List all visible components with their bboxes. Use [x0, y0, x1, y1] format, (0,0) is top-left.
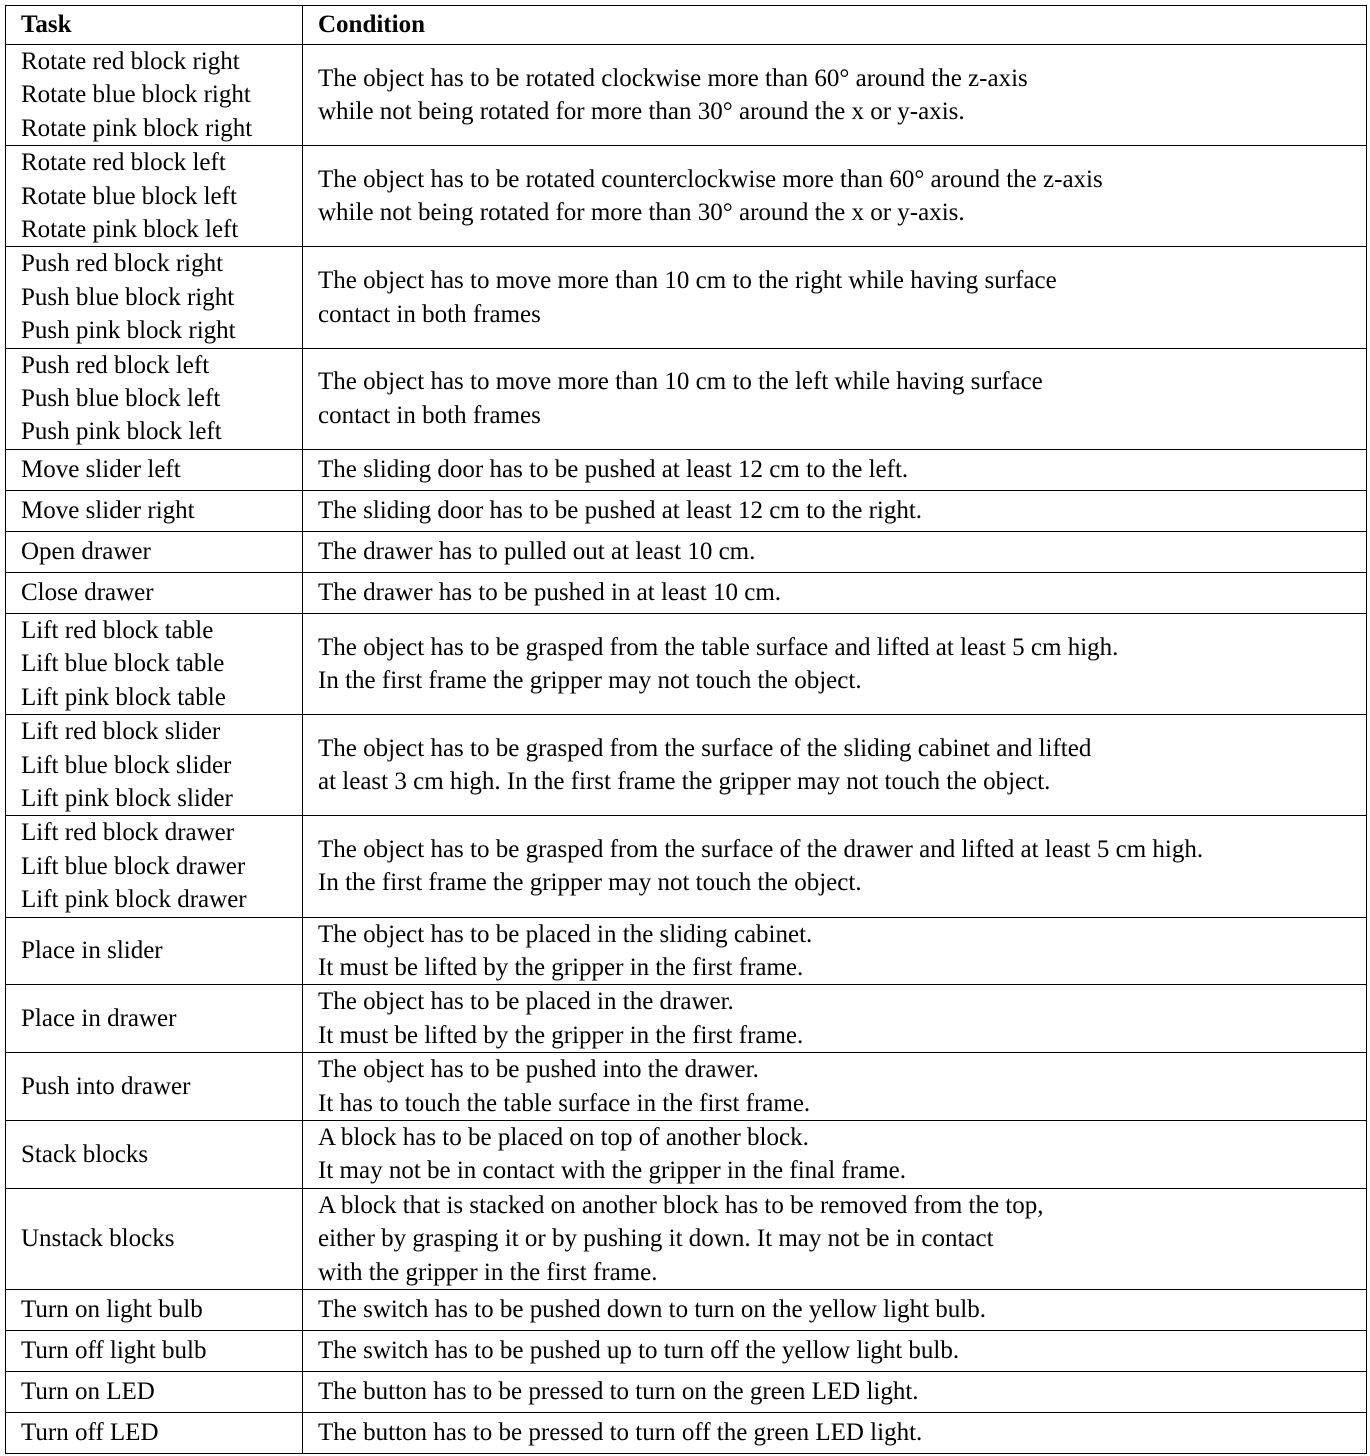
condition-cell — [303, 146, 1367, 247]
condition-cell — [303, 985, 1367, 1053]
task-line: Move slider left — [21, 456, 181, 484]
task-cell — [6, 1053, 303, 1121]
task-line: Turn off light bulb — [21, 1337, 207, 1365]
condition-line: The object has to move more than 10 cm to the right while having surface — [318, 267, 1057, 295]
table-row — [6, 490, 1367, 531]
task-line: Stack blocks — [21, 1140, 149, 1168]
header-condition: Condition — [303, 6, 1367, 45]
task-line: Rotate red block left — [21, 149, 226, 177]
condition-cell — [303, 613, 1367, 714]
task-line: Push blue block left — [21, 385, 221, 413]
task-line: Push into drawer — [21, 1072, 191, 1100]
condition-line: The object has to be pushed into the drawer. — [318, 1056, 759, 1084]
table-row — [6, 45, 1367, 146]
condition-line: The object has to be grasped from the surface of the drawer and lifted at least 5 cm high. — [318, 836, 1204, 864]
condition-line: either by grasping it or by pushing it down. It may not be in contact — [318, 1225, 994, 1253]
task-line: Turn on light bulb — [21, 1296, 203, 1324]
header-task: Task — [6, 6, 303, 45]
task-line: Push red block right — [21, 250, 224, 278]
condition-line: while not being rotated for more than 30° around the x or y-axis. — [318, 199, 965, 227]
task-line: Place in drawer — [21, 1005, 177, 1033]
task-cell — [6, 146, 303, 247]
condition-line: It must be lifted by the gripper in the first frame. — [318, 1021, 804, 1049]
task-cell — [6, 1331, 303, 1372]
table-row — [6, 816, 1367, 917]
task-cell — [6, 449, 303, 490]
task-cell — [6, 45, 303, 146]
condition-line: In the first frame the gripper may not touch the object. — [318, 869, 862, 897]
condition-line: contact in both frames — [318, 401, 541, 429]
task-line: Lift red block drawer — [21, 819, 235, 847]
condition-line: It must be lifted by the gripper in the first frame. — [318, 953, 804, 981]
condition-cell — [303, 1120, 1367, 1188]
task-line: Lift pink block slider — [21, 784, 233, 812]
table-row — [6, 348, 1367, 449]
condition-line: A block that is stacked on another block has to be removed from the top, — [318, 1191, 1044, 1219]
task-cell — [6, 490, 303, 531]
condition-cell — [303, 1188, 1367, 1289]
task-line: Rotate pink block left — [21, 216, 239, 244]
task-line: Lift blue block table — [21, 650, 225, 678]
task-line: Rotate pink block right — [21, 114, 253, 142]
table-row — [6, 449, 1367, 490]
table-row — [6, 247, 1367, 348]
task-cell — [6, 985, 303, 1053]
condition-line: with the gripper in the first frame. — [318, 1258, 658, 1286]
condition-line: The object has to be rotated clockwise more than 60° around the z-axis — [318, 64, 1028, 92]
condition-cell — [303, 247, 1367, 348]
condition-line: It has to touch the table surface in the first frame. — [318, 1089, 811, 1117]
task-line: Lift red block slider — [21, 718, 221, 746]
condition-cell — [303, 1372, 1367, 1413]
header-row — [6, 6, 1367, 45]
condition-cell — [303, 490, 1367, 531]
task-line: Close drawer — [21, 579, 154, 607]
task-cell — [6, 531, 303, 572]
condition-line: at least 3 cm high. In the first frame the gripper may not touch the object. — [318, 768, 1051, 796]
task-line: Push red block left — [21, 351, 210, 379]
table-row — [6, 146, 1367, 247]
table-row — [6, 1290, 1367, 1331]
condition-line: The drawer has to be pushed in at least 10 cm. — [318, 579, 782, 607]
table-row — [6, 1372, 1367, 1413]
condition-cell — [303, 1331, 1367, 1372]
condition-line: The switch has to be pushed down to turn on the yellow light bulb. — [318, 1296, 986, 1324]
condition-line: The object has to move more than 10 cm to the left while having surface — [318, 368, 1043, 396]
condition-cell — [303, 1290, 1367, 1331]
table-body — [6, 45, 1367, 1454]
condition-cell — [303, 348, 1367, 449]
condition-line: A block has to be placed on top of another block. — [318, 1123, 809, 1151]
condition-cell — [303, 45, 1367, 146]
task-line: Rotate red block right — [21, 48, 240, 75]
table-row — [6, 715, 1367, 816]
condition-line: The sliding door has to be pushed at least 12 cm to the right. — [318, 497, 923, 525]
condition-cell — [303, 449, 1367, 490]
task-cell — [6, 1372, 303, 1413]
task-line: Lift red block table — [21, 616, 214, 644]
task-line: Turn off LED — [21, 1419, 159, 1447]
task-line: Push pink block left — [21, 418, 222, 446]
task-cell — [6, 1188, 303, 1289]
table-row — [6, 1188, 1367, 1289]
condition-line: The button has to be pressed to turn off the green LED light. — [318, 1419, 923, 1447]
task-line: Rotate blue block left — [21, 182, 237, 210]
condition-line: The object has to be grasped from the surface of the sliding cabinet and lifted — [318, 734, 1092, 762]
condition-line: while not being rotated for more than 30° around the x or y-axis. — [318, 98, 965, 126]
condition-line: The button has to be pressed to turn on the green LED light. — [318, 1378, 919, 1406]
task-line: Rotate blue block right — [21, 81, 251, 109]
task-cell — [6, 613, 303, 714]
task-cell — [6, 917, 303, 985]
table-row — [6, 1120, 1367, 1188]
task-line: Push blue block right — [21, 283, 235, 311]
task-line: Lift pink block table — [21, 683, 226, 711]
condition-line: The object has to be grasped from the table surface and lifted at least 5 cm high. — [318, 633, 1119, 661]
task-cell — [6, 348, 303, 449]
condition-line: The object has to be placed in the drawer. — [318, 988, 734, 1016]
task-cell — [6, 715, 303, 816]
condition-cell — [303, 531, 1367, 572]
task-line: Push pink block right — [21, 317, 236, 345]
task-line: Lift pink block drawer — [21, 886, 247, 914]
table-row — [6, 1413, 1367, 1454]
condition-line: The object has to be rotated counterclockwise more than 60° around the z-axis — [318, 165, 1103, 193]
task-cell — [6, 816, 303, 917]
task-condition-table — [5, 5, 1367, 1454]
condition-line: In the first frame the gripper may not touch the object. — [318, 666, 862, 694]
condition-cell — [303, 816, 1367, 917]
task-line: Lift blue block slider — [21, 751, 232, 779]
condition-cell — [303, 572, 1367, 613]
task-line: Unstack blocks — [21, 1225, 175, 1253]
task-cell — [6, 572, 303, 613]
task-cell — [6, 1413, 303, 1454]
condition-line: It may not be in contact with the gripper in the final frame. — [318, 1157, 907, 1185]
task-cell — [6, 247, 303, 348]
condition-line: The object has to be placed in the sliding cabinet. — [318, 920, 813, 948]
table-row — [6, 917, 1367, 985]
task-line: Move slider right — [21, 497, 195, 525]
condition-line: contact in both frames — [318, 300, 541, 328]
condition-line: The drawer has to pulled out at least 10 cm. — [318, 538, 756, 566]
table-row — [6, 613, 1367, 714]
task-line: Open drawer — [21, 538, 151, 566]
table-row — [6, 1053, 1367, 1121]
task-line: Turn on LED — [21, 1378, 155, 1406]
task-line: Lift blue block drawer — [21, 852, 246, 880]
condition-line: The sliding door has to be pushed at least 12 cm to the left. — [318, 456, 909, 484]
task-cell — [6, 1290, 303, 1331]
condition-cell — [303, 1053, 1367, 1121]
task-cell — [6, 1120, 303, 1188]
condition-line: The switch has to be pushed up to turn off the yellow light bulb. — [318, 1337, 960, 1365]
table-row — [6, 1331, 1367, 1372]
task-line: Place in slider — [21, 937, 163, 965]
table-row — [6, 572, 1367, 613]
table-row — [6, 985, 1367, 1053]
condition-cell — [303, 917, 1367, 985]
condition-cell — [303, 1413, 1367, 1454]
table-row — [6, 531, 1367, 572]
condition-cell — [303, 715, 1367, 816]
